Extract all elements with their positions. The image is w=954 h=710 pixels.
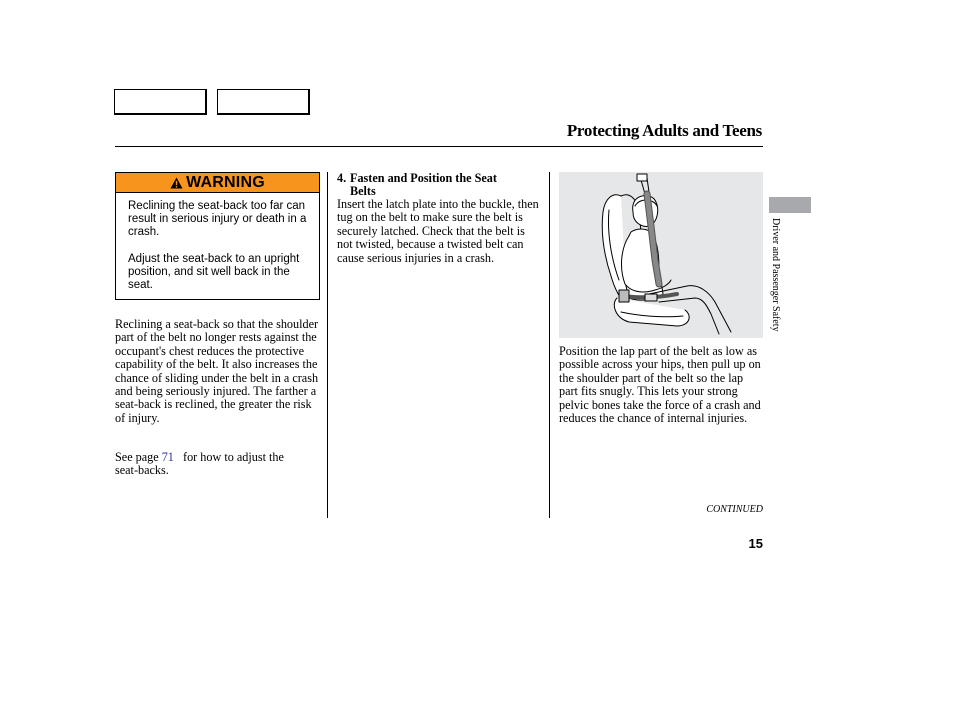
warning-label: WARNING: [186, 173, 265, 191]
middle-paragraph: Insert the latch plate into the buckle, then tug on the belt to make sure the belt is securely latched. Check that the belt is not twisted, because a twisted belt can cause serious injuries in a crash.: [337, 197, 539, 265]
page-title: Protecting Adults and Teens: [566, 121, 762, 140]
seated-person-illustration: [559, 172, 763, 338]
section-label: [767, 218, 783, 358]
continued-label: CONTINUED: [706, 504, 763, 515]
warning-text-2: Adjust the seat-back to an upright position, and sit well back in the seat.: [128, 253, 300, 291]
section-label-text: Driver and Passenger Safety: [770, 218, 781, 332]
section-tab: [769, 197, 811, 213]
header-rule: [115, 146, 763, 147]
warning-box: [115, 172, 320, 300]
seat-belt-illustration: [559, 172, 763, 338]
step-heading: [337, 172, 543, 199]
warning-text-1: Reclining the seat-back too far can result in serious injury or death in a crash.: [128, 200, 307, 238]
column-divider-left: [327, 172, 328, 518]
step-title-line-2: Belts: [350, 184, 376, 199]
page-71-link[interactable]: 71: [161, 450, 174, 464]
nav-box-index[interactable]: [217, 89, 310, 115]
left-paragraph: Reclining a seat-back so that the shoulder part of the belt no longer rests against the occupant's chest reduces the protective capability of the belt. It also increases the chance of sliding under the belt in a crash and being seriously injured. The farther a seat-back is reclined, the greater the risk of injury.: [115, 317, 319, 425]
step-title-line-1: Fasten and Position the Seat: [350, 171, 497, 185]
see-prefix: See page: [115, 450, 159, 464]
see-suffix: for how to adjust the: [183, 450, 284, 464]
see-page-reference: [115, 451, 319, 478]
column-divider-right: [549, 172, 550, 518]
page-number: 15: [748, 536, 763, 551]
right-paragraph: Position the lap part of the belt as low as possible across your hips, then pull up on the shoulder part of the belt so the lap part fits snugly. This lets your strong pelvic bones take the force of a crash and reduces the chance of internal injuries.: [559, 344, 761, 426]
warning-header: [116, 173, 319, 193]
see-suffix-2: seat-backs.: [115, 463, 169, 478]
step-number: 4.: [337, 171, 347, 185]
warning-triangle-icon: [170, 177, 183, 189]
nav-box-main-menu[interactable]: [114, 89, 207, 115]
